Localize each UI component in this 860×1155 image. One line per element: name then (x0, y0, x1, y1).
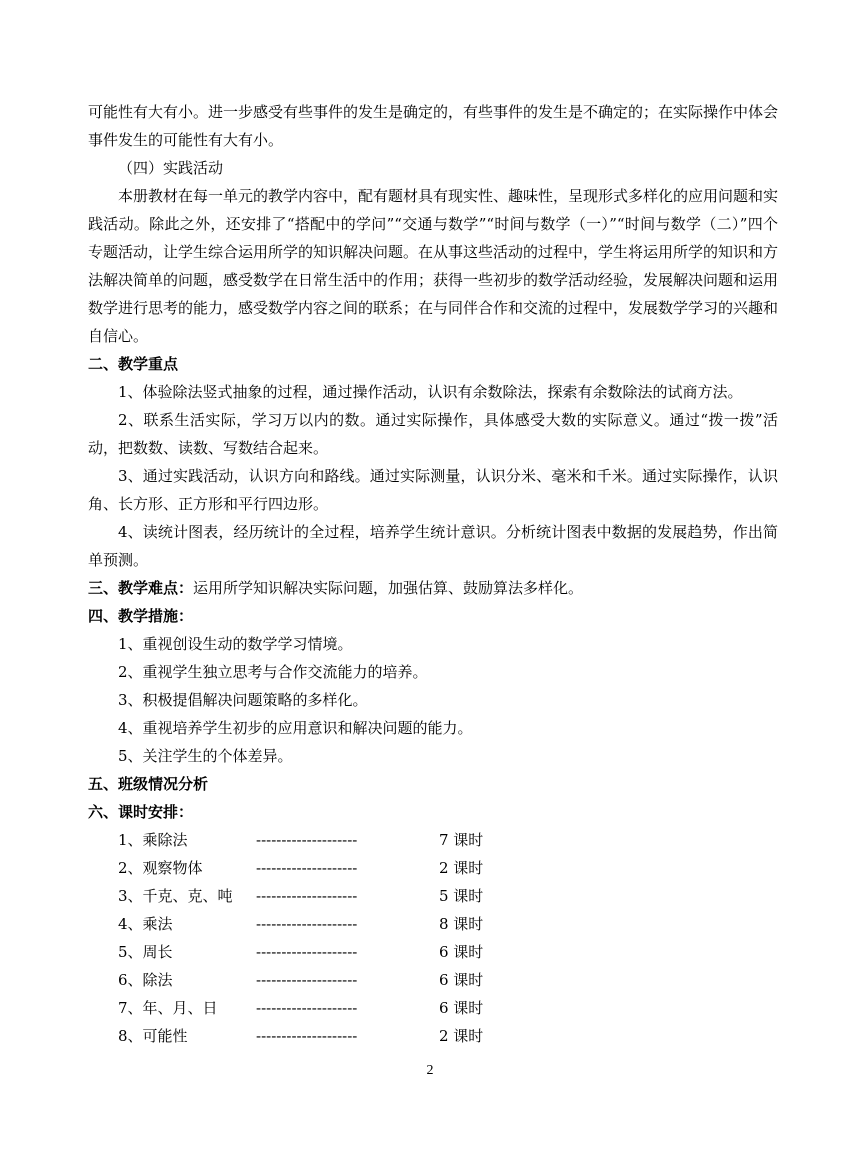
schedule-topic: 4、乘法 (118, 915, 173, 933)
class-analysis-heading: 五、班级情况分析 (88, 775, 209, 793)
difficulty-text: 运用所学知识解决实际问题，加强估算、鼓励算法多样化。 (193, 579, 584, 597)
schedule-separator: -------------------- (256, 887, 358, 905)
schedule-separator: -------------------- (256, 999, 358, 1017)
schedule-row (88, 826, 778, 854)
subsection-title: （四）实践活动 (118, 159, 224, 177)
schedule-row (88, 882, 778, 910)
difficulty-heading: 三、教学难点： (88, 579, 194, 597)
schedule-hours: 5 课时 (439, 887, 484, 905)
schedule-topic: 1、乘除法 (118, 831, 188, 849)
subsection-body: 本册教材在每一单元的教学内容中，配有题材具有现实性、趣味性，呈现形式多样化的应用问题和实践活动。除此之外，还安排了“搭配中的学问”“交通与数学”“时间与数学（一）”“时间与数学（二）”四个专题活动，让学生综合运用所学的知识解决问题。在从事这些活动的过程中，学生将运用所学的知识和方法解决简单的问题，感受数学在日常生活中的作用；获得一些初步的数学活动经验，发展解决问题和运用数学进行思考的能力，感受数学内容之间的联系；在与同伴合作和交流的过程中，发展数学学习的兴趣和自信心。 (88, 187, 779, 345)
schedule-row (88, 938, 778, 966)
intro-continuation: 可能性有大有小。进一步感受有些事件的发生是确定的，有些事件的发生是不确定的；在实际操作中体会事件发生的可能性有大有小。 (88, 103, 779, 149)
schedule-row (88, 854, 778, 882)
schedule-separator: -------------------- (256, 943, 358, 961)
difficulty-line (88, 574, 778, 602)
key-points-heading: 二、教学重点 (88, 355, 179, 373)
schedule-row (88, 966, 778, 994)
schedule-topic: 3、千克、克、吨 (118, 887, 233, 905)
key-point-item: 3、通过实践活动，认识方向和路线。通过实际测量，认识分米、毫米和千米。通过实际操作，认识角、长方形、正方形和平行四边形。 (88, 467, 778, 513)
key-point-item: 4、读统计图表，经历统计的全过程，培养学生统计意识。分析统计图表中数据的发展趋势，作出简单预测。 (88, 523, 778, 569)
schedule-hours: 7 课时 (439, 831, 484, 849)
schedule-topic: 7、年、月、日 (118, 999, 218, 1017)
schedule-heading: 六、课时安排： (88, 803, 194, 821)
measure-item: 5、关注学生的个体差异。 (118, 747, 293, 765)
schedule-separator: -------------------- (256, 859, 358, 877)
schedule-row (88, 994, 778, 1022)
key-point-item: 1、体验除法竖式抽象的过程，通过操作活动，认识有余数除法，探索有余数除法的试商方法。 (118, 383, 743, 401)
schedule-topic: 6、除法 (118, 971, 173, 989)
schedule-hours: 6 课时 (439, 943, 484, 961)
page-number: 2 (426, 1063, 434, 1078)
measures-heading: 四、教学措施： (88, 607, 194, 625)
measure-item: 3、积极提倡解决问题策略的多样化。 (118, 691, 368, 709)
schedule-hours: 6 课时 (439, 971, 484, 989)
schedule-hours: 2 课时 (439, 1027, 484, 1045)
schedule-hours: 8 课时 (439, 915, 484, 933)
schedule-hours: 2 课时 (439, 859, 484, 877)
schedule-topic: 5、周长 (118, 943, 173, 961)
schedule-separator: -------------------- (256, 831, 358, 849)
schedule-topic: 2、观察物体 (118, 859, 203, 877)
measure-item: 1、重视创设生动的数学学习情境。 (118, 635, 353, 653)
schedule-row (88, 1022, 778, 1050)
key-point-item: 2、联系生活实际，学习万以内的数。通过实际操作，具体感受大数的实际意义。通过“拨一拨”活动，把数数、读数、写数结合起来。 (88, 411, 778, 457)
schedule-separator: -------------------- (256, 915, 358, 933)
schedule-list (88, 826, 778, 1050)
schedule-separator: -------------------- (256, 1027, 358, 1045)
schedule-topic: 8、可能性 (118, 1027, 188, 1045)
schedule-separator: -------------------- (256, 971, 358, 989)
schedule-hours: 6 课时 (439, 999, 484, 1017)
schedule-row (88, 910, 778, 938)
measure-item: 4、重视培养学生初步的应用意识和解决问题的能力。 (118, 719, 473, 737)
document-page (88, 98, 778, 1050)
measure-item: 2、重视学生独立思考与合作交流能力的培养。 (118, 663, 428, 681)
